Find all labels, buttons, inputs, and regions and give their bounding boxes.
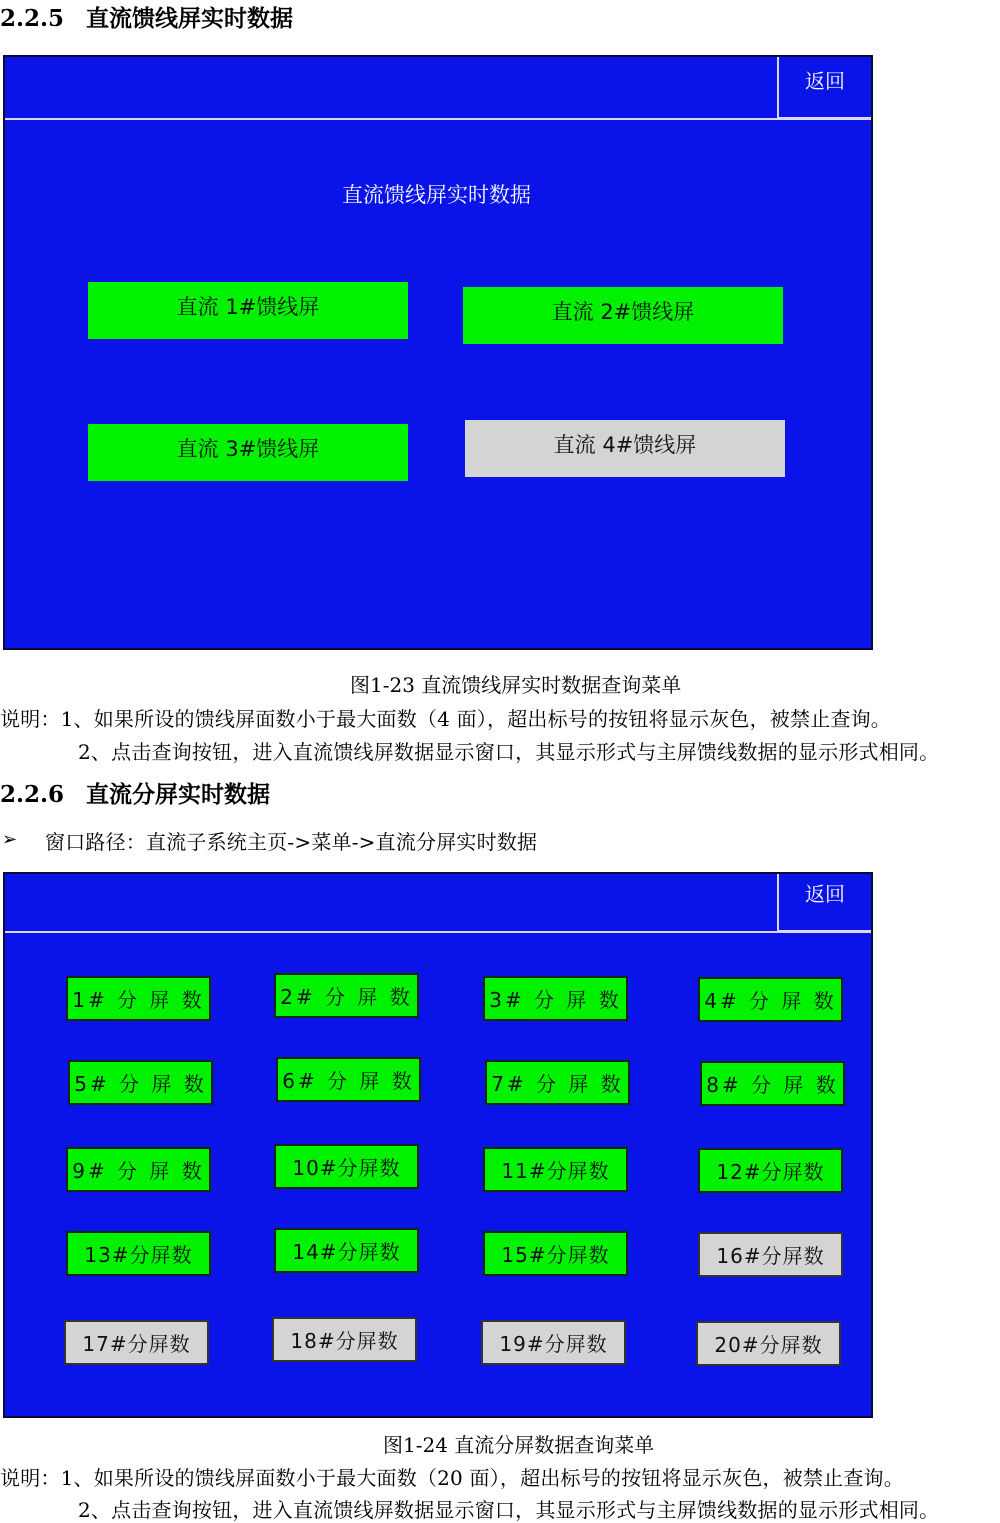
branch-2-button[interactable]: 2# 分 屏 数 — [274, 973, 419, 1018]
section-title: 直流分屏实时数据 — [86, 782, 270, 808]
branch-17-button[interactable]: 17#分屏数 — [64, 1320, 209, 1365]
branch-1-button[interactable]: 1# 分 屏 数 — [66, 976, 211, 1021]
branch-7-button[interactable]: 7# 分 屏 数 — [485, 1060, 630, 1105]
section-number: 2.2.6 — [0, 781, 65, 808]
branch-11-button[interactable]: 11#分屏数 — [483, 1147, 628, 1192]
note-line-1: 说明：1、如果所设的馈线屏面数小于最大面数（4 面），超出标号的按钮将显示灰色，被禁止查询。 — [0, 707, 892, 731]
note-line-2: 2、点击查询按钮，进入直流馈线屏数据显示窗口，其显示形式与主屏馈线数据的显示形式相同。 — [78, 1498, 940, 1522]
feeder-4-button[interactable]: 直流 4#馈线屏 — [465, 420, 785, 477]
section-heading-2-2-5 — [0, 0, 293, 33]
branch-16-button[interactable]: 16#分屏数 — [698, 1232, 843, 1277]
header-divider — [5, 118, 871, 120]
figure-caption-1-24: 图1-24 直流分屏数据查询菜单 — [383, 1433, 655, 1457]
feeder-1-button[interactable]: 直流 1#馈线屏 — [88, 282, 408, 339]
feeder-screen-panel — [3, 55, 873, 650]
section-number: 2.2.5 — [0, 5, 65, 32]
bullet-arrow-icon: ➢ — [2, 829, 18, 850]
figure-caption-1-23: 图1-23 直流馈线屏实时数据查询菜单 — [350, 673, 682, 697]
note-line-2: 2、点击查询按钮，进入直流馈线屏数据显示窗口，其显示形式与主屏馈线数据的显示形式相同。 — [78, 740, 940, 764]
back-button[interactable]: 返回 — [777, 874, 871, 932]
branch-14-button[interactable]: 14#分屏数 — [274, 1228, 419, 1273]
branch-screen-panel — [3, 872, 873, 1418]
branch-4-button[interactable]: 4# 分 屏 数 — [698, 977, 843, 1022]
section-title: 直流馈线屏实时数据 — [86, 6, 293, 32]
branch-10-button[interactable]: 10#分屏数 — [274, 1144, 419, 1189]
header-divider — [5, 931, 871, 933]
branch-3-button[interactable]: 3# 分 屏 数 — [483, 976, 628, 1021]
branch-6-button[interactable]: 6# 分 屏 数 — [276, 1057, 421, 1102]
back-button[interactable]: 返回 — [777, 57, 871, 119]
branch-5-button[interactable]: 5# 分 屏 数 — [68, 1060, 213, 1105]
feeder-2-button[interactable]: 直流 2#馈线屏 — [463, 287, 783, 344]
branch-12-button[interactable]: 12#分屏数 — [698, 1148, 843, 1193]
branch-18-button[interactable]: 18#分屏数 — [272, 1317, 417, 1362]
section-heading-2-2-6 — [0, 776, 270, 809]
branch-8-button[interactable]: 8# 分 屏 数 — [700, 1061, 845, 1106]
screen-title: 直流馈线屏实时数据 — [342, 183, 531, 207]
note-line-1: 说明：1、如果所设的馈线屏面数小于最大面数（20 面），超出标号的按钮将显示灰色，被禁止查询。 — [0, 1466, 904, 1490]
branch-13-button[interactable]: 13#分屏数 — [66, 1231, 211, 1276]
branch-9-button[interactable]: 9# 分 屏 数 — [66, 1147, 211, 1192]
branch-19-button[interactable]: 19#分屏数 — [481, 1320, 626, 1365]
window-path: 窗口路径：直流子系统主页->菜单->直流分屏实时数据 — [45, 830, 538, 854]
feeder-3-button[interactable]: 直流 3#馈线屏 — [88, 424, 408, 481]
branch-20-button[interactable]: 20#分屏数 — [696, 1321, 841, 1366]
branch-15-button[interactable]: 15#分屏数 — [483, 1231, 628, 1276]
